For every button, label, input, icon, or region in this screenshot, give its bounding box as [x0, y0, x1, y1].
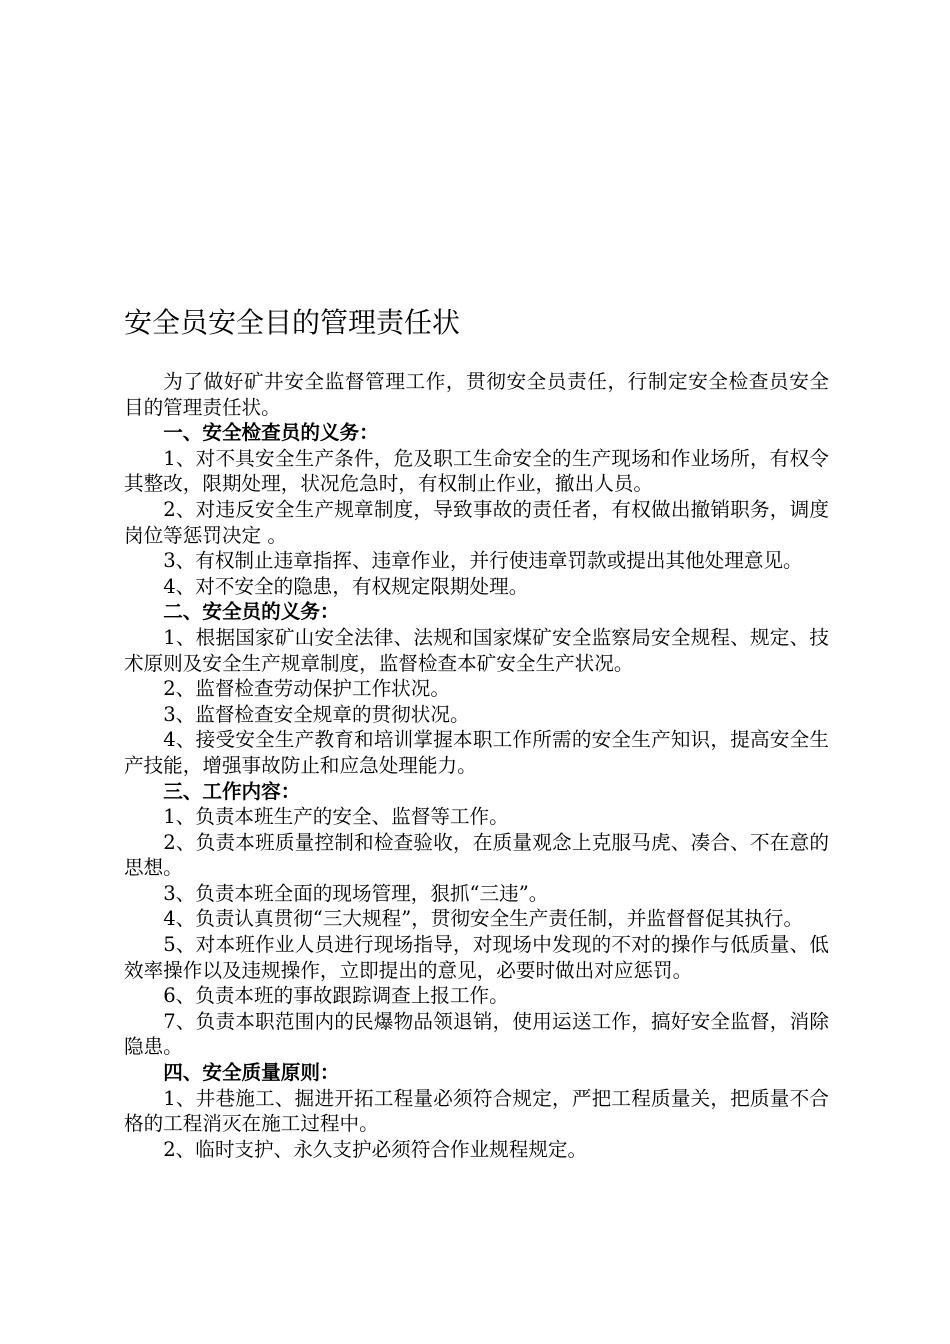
body-paragraph: 3、有权制止违章指挥、违章作业，并行使违章罚款或提出其他处理意见。	[163, 549, 803, 573]
body-paragraph: 3、监督检查安全规章的贯彻状况。	[163, 702, 470, 726]
body-paragraph: 2、负责本班质量控制和检查验收，在质量观念上克服马虎、凑合、不在意的思想。	[124, 830, 829, 880]
body-paragraph: 4、负责认真贯彻“三大规程”，贯彻安全生产责任制，并监督督促其执行。	[163, 907, 804, 931]
section-heading: 四、安全质量原则：	[163, 1061, 340, 1085]
body-paragraph: 1、井巷施工、掘进开拓工程量必须符合规定，严把工程质量关，把质量不合格的工程消灭在施工过程中。	[124, 1086, 829, 1136]
body-paragraph: 为了做好矿井安全监督管理工作，贯彻安全员责任，行制定安全检查员安全目的管理责任状。	[124, 370, 829, 419]
body-paragraph: 3、负责本班全面的现场管理，狠抓“三违”。	[163, 881, 549, 905]
document-body	[124, 369, 829, 1162]
body-paragraph: 1、对不具安全生产条件，危及职工生命安全的生产现场和作业场所，有权令其整改，限期处理，状况危急时，有权制止作业，撤出人员。	[124, 446, 829, 496]
body-paragraph: 5、对本班作业人员进行现场指导，对现场中发现的不对的操作与低质量、低效率操作以及违规操作，立即提出的意见，必要时做出对应惩罚。	[124, 933, 829, 982]
section-heading: 一、安全检查员的义务：	[163, 421, 379, 445]
body-paragraph: 2、监督检查劳动保护工作状况。	[163, 677, 450, 701]
body-paragraph: 4、接受安全生产教育和培训掌握本职工作所需的安全生产知识，提高安全生产技能，增强事故防止和应急处理能力。	[124, 728, 829, 777]
body-paragraph: 1、负责本班生产的安全、监督等工作。	[163, 805, 509, 829]
body-paragraph: 2、对违反安全生产规章制度，导致事故的责任者，有权做出撤销职务，调度岗位等惩罚决定 。	[124, 497, 829, 547]
section-heading: 二、安全员的义务：	[163, 600, 340, 624]
body-paragraph: 2、临时支护、永久支护必须符合作业规程规定。	[163, 1137, 588, 1161]
body-paragraph: 1、根据国家矿山安全法律、法规和国家煤矿安全监察局安全规程、规定、技术原则及安全生产规章制度，监督检查本矿安全生产状况。	[124, 625, 829, 675]
document-title: 安全员安全目的管理责任状	[124, 306, 461, 339]
section-heading: 三、工作内容：	[163, 779, 301, 803]
body-paragraph: 4、对不安全的隐患，有权规定限期处理。	[163, 574, 529, 598]
body-paragraph: 6、负责本班的事故跟踪调查上报工作。	[163, 984, 509, 1008]
body-paragraph: 7、负责本职范围内的民爆物品领退销，使用运送工作，搞好安全监督，消除隐患。	[124, 1009, 829, 1059]
